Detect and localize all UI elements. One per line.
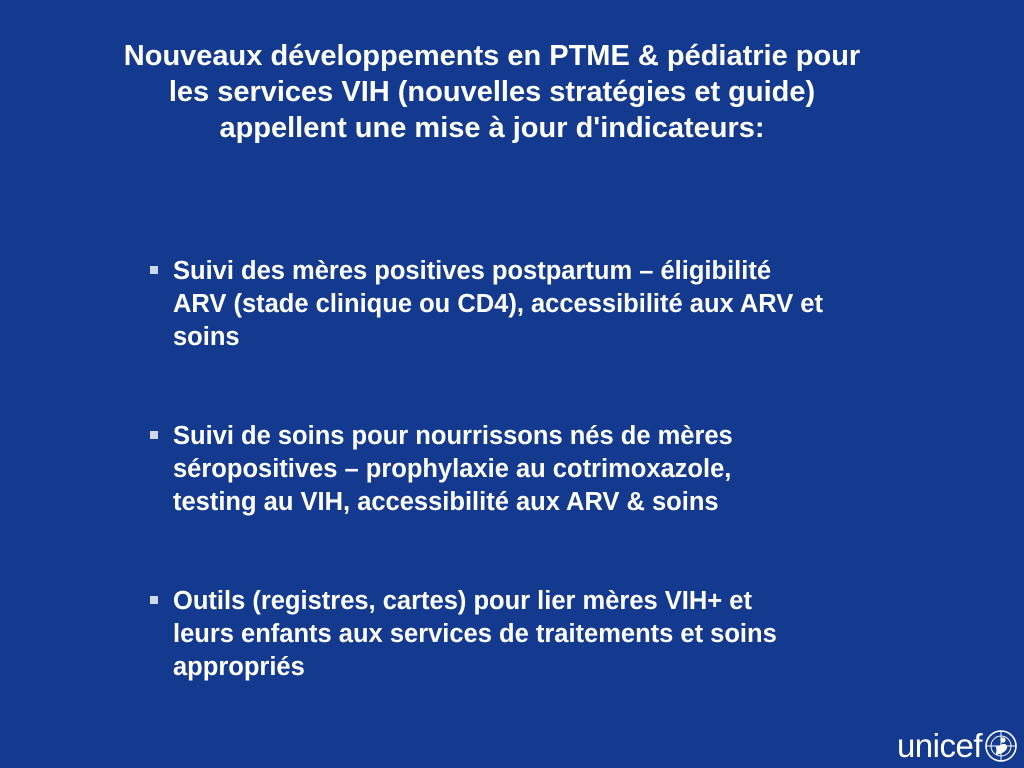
bullet-text-line: séropositives – prophylaxie au cotrimoxazole, (173, 455, 732, 483)
slide-title-line: les services VIH (nouvelles stratégies et guide) (168, 76, 816, 108)
unicef-logo (897, 726, 1018, 766)
square-bullet-icon (150, 266, 158, 274)
bullet-text-line: Suivi de soins pour nourrissons nés de mères (173, 422, 733, 450)
bullet-text-line: Suivi des mères positives postpartum – éligibilité (173, 257, 772, 285)
bullet-text-line: appropriés (173, 653, 305, 681)
bullet-text-line: ARV (stade clinique ou CD4), accessibilité aux ARV et (173, 290, 823, 318)
bullet-text-line: Outils (registres, cartes) pour lier mères VIH+ et (173, 587, 752, 615)
bullet-text-line: soins (173, 323, 240, 351)
unicef-logo-text: unicef (896, 727, 982, 764)
bullet-text-line: testing au VIH, accessibilité aux ARV & soins (173, 488, 719, 516)
unicef-emblem-icon (984, 729, 1018, 763)
square-bullet-icon (150, 596, 158, 604)
bullet-item (148, 420, 1016, 519)
slide-title-line: appellent une mise à jour d'indicateurs: (219, 112, 765, 144)
bullet-text-line: leurs enfants aux services de traitements et soins (173, 620, 777, 648)
bullet-item (148, 585, 1016, 684)
square-bullet-icon (150, 431, 158, 439)
bullet-list (148, 255, 1016, 684)
bullet-item (148, 255, 1016, 354)
slide-title-line: Nouveaux développements en PTME & pédiatrie pour (123, 40, 861, 72)
slide-title (20, 38, 964, 146)
